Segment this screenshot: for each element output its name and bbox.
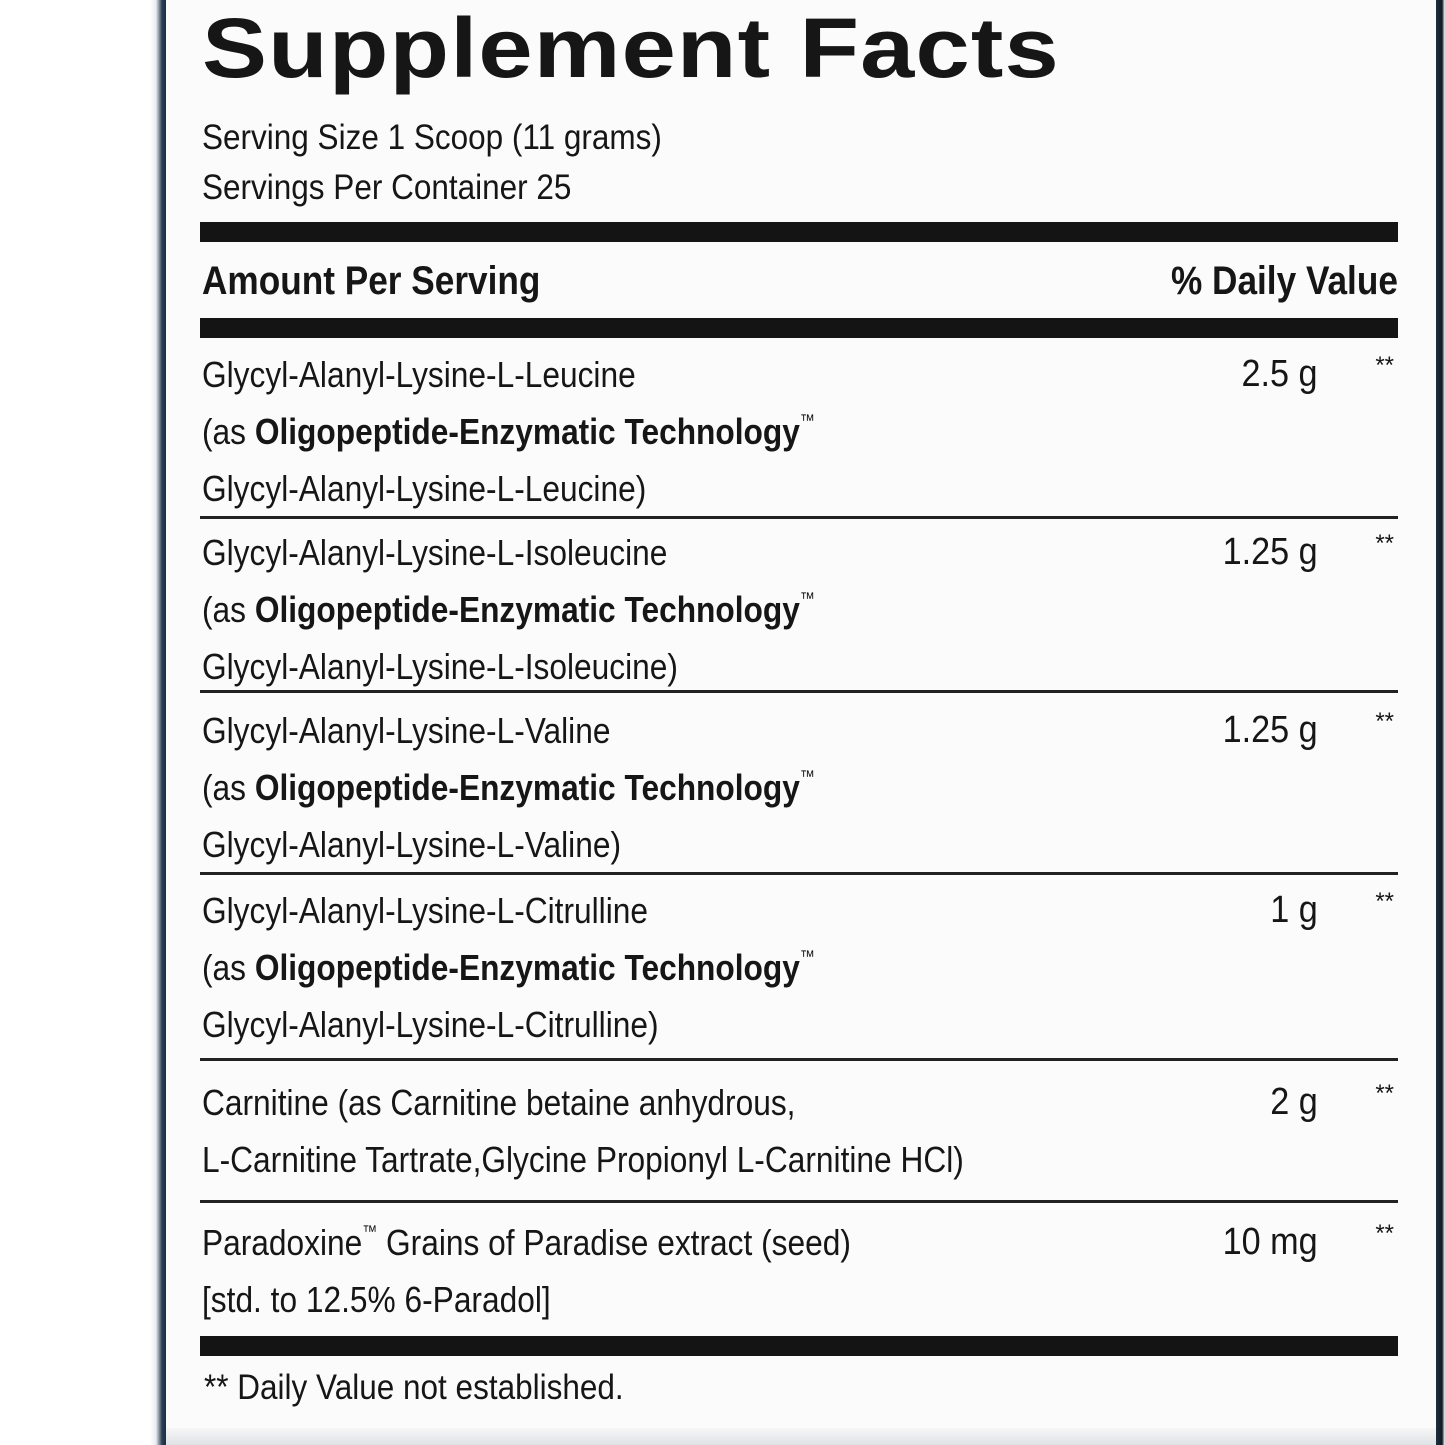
ingredient-row — [200, 1214, 1398, 1334]
ingredient-line: Glycyl-Alanyl-Lysine-L-Isoleucine — [202, 532, 668, 573]
ingredient-row — [200, 346, 1398, 516]
ingredient-line: Glycyl-Alanyl-Lysine-L-Leucine — [202, 354, 636, 395]
supplement-facts-panel — [166, 0, 1436, 1428]
ingredient-line: Glycyl-Alanyl-Lysine-L-Valine) — [202, 824, 622, 865]
ingredient-line: [std. to 12.5% 6-Paradol] — [202, 1279, 551, 1320]
ingredient-source-line — [202, 759, 815, 816]
daily-value-marker: ** — [1375, 1220, 1394, 1247]
container-edge-bottom — [166, 1428, 1436, 1445]
source-prefix: (as — [202, 767, 255, 808]
trademark-symbol: ™ — [799, 947, 815, 966]
ingredient-name — [202, 1074, 964, 1188]
source-prefix: (as — [202, 411, 255, 452]
source-brand: Oligopeptide-Enzymatic Technology — [254, 947, 800, 988]
ingredient-line: Glycyl-Alanyl-Lysine-L-Valine — [202, 710, 611, 751]
ingredient-line — [202, 1214, 851, 1271]
trademark-symbol: ™ — [799, 411, 815, 430]
ingredient-amount: 2 g — [1270, 1081, 1318, 1123]
daily-value-marker: ** — [1375, 352, 1394, 379]
ingredient-name — [202, 524, 815, 695]
divider — [200, 1200, 1398, 1203]
source-brand: Oligopeptide-Enzymatic Technology — [254, 411, 800, 452]
divider — [200, 872, 1398, 875]
thick-divider-top — [200, 222, 1398, 242]
ingredient-source-line — [202, 403, 815, 460]
ingredient-description: Grains of Paradise extract (seed) — [377, 1222, 851, 1263]
thick-divider-header — [200, 318, 1398, 338]
ingredient-name — [202, 702, 815, 873]
ingredient-source-line — [202, 939, 815, 996]
ingredient-line: Carnitine (as Carnitine betaine anhydrous, — [202, 1082, 796, 1123]
source-prefix: (as — [202, 589, 255, 630]
ingredient-row — [200, 1074, 1398, 1194]
container-edge-right — [1436, 0, 1445, 1445]
container-edge-left — [0, 0, 166, 1445]
ingredient-line: Glycyl-Alanyl-Lysine-L-Citrulline) — [202, 1004, 659, 1045]
brand-name: Paradoxine — [202, 1222, 363, 1263]
daily-value-header: % Daily Value — [1171, 259, 1398, 303]
ingredient-line: L-Carnitine Tartrate,Glycine Propionyl L-Carnitine HCl) — [202, 1139, 964, 1180]
divider — [200, 690, 1398, 693]
ingredient-name — [202, 1214, 851, 1328]
ingredient-name — [202, 882, 815, 1053]
daily-value-marker: ** — [1375, 888, 1394, 915]
ingredient-source-line — [202, 581, 815, 638]
daily-value-marker: ** — [1375, 530, 1394, 557]
daily-value-marker: ** — [1375, 1080, 1394, 1107]
ingredient-amount: 10 mg — [1222, 1221, 1318, 1263]
source-brand: Oligopeptide-Enzymatic Technology — [254, 767, 800, 808]
ingredient-row — [200, 882, 1398, 1052]
servings-per-container: Servings Per Container 25 — [202, 168, 572, 207]
trademark-symbol: ™ — [799, 589, 815, 608]
ingredient-name — [202, 346, 815, 517]
thick-divider-bottom — [200, 1336, 1398, 1356]
amount-per-serving-header: Amount Per Serving — [202, 259, 541, 303]
divider — [200, 516, 1398, 519]
ingredient-amount: 1 g — [1270, 889, 1318, 931]
ingredient-line: Glycyl-Alanyl-Lysine-L-Leucine) — [202, 468, 647, 509]
ingredient-row — [200, 524, 1398, 690]
panel-title: Supplement Facts — [202, 1, 1060, 95]
source-brand: Oligopeptide-Enzymatic Technology — [254, 589, 800, 630]
footnote: ** Daily Value not established. — [204, 1368, 624, 1407]
trademark-symbol: ™ — [362, 1222, 378, 1241]
ingredient-line: Glycyl-Alanyl-Lysine-L-Citrulline — [202, 890, 648, 931]
divider — [200, 1058, 1398, 1061]
ingredient-row — [200, 702, 1398, 868]
ingredient-line: Glycyl-Alanyl-Lysine-L-Isoleucine) — [202, 646, 678, 687]
source-prefix: (as — [202, 947, 255, 988]
trademark-symbol: ™ — [799, 767, 815, 786]
ingredient-amount: 2.5 g — [1241, 353, 1318, 395]
ingredient-amount: 1.25 g — [1222, 531, 1318, 573]
serving-size: Serving Size 1 Scoop (11 grams) — [202, 118, 662, 157]
daily-value-marker: ** — [1375, 708, 1394, 735]
ingredient-amount: 1.25 g — [1222, 709, 1318, 751]
